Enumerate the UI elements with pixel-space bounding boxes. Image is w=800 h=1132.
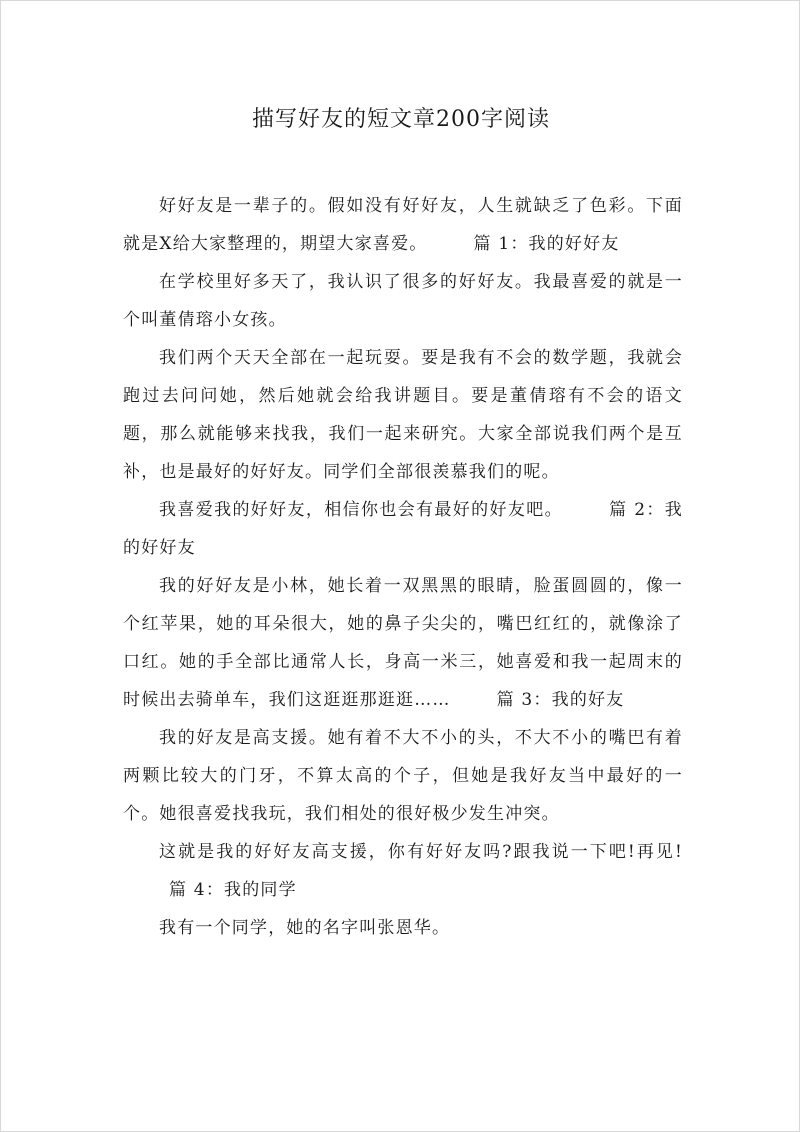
paragraph-text: 我的好友是高支援。她有着不大不小的头，不大不小的嘴巴有着两颗比较大的门牙，不算太高的个子，但她是我好友当中最好的一个。她很喜爱找我玩，我们相处的很好极少发生冲突。	[123, 728, 683, 824]
paragraph-text: 在学校里好多天了，我认识了很多的好好友。我最喜爱的就是一个叫董倩瑢小女孩。	[123, 272, 683, 330]
paragraph-text: 我的好好友是小林，她长着一双黑黑的眼睛，脸蛋圆圆的，像一个红苹果，她的耳朵很大，她的鼻子尖尖的，嘴巴红红的，就像涂了口红。她的手全部比通常人长，身高一米三，她喜爱和我一起周末的时候出去骑单车，我们这逛逛那逛逛……	[123, 576, 683, 710]
paragraph	[123, 339, 683, 491]
paragraph-intro	[123, 187, 683, 263]
paragraph	[123, 833, 683, 909]
document-title: 描写好友的短文章200字阅读	[252, 107, 550, 132]
paragraph-text: 好好友是一辈子的。假如没有好好友，人生就缺乏了色彩。下面就是X给大家整理的，期望大家喜爱。	[123, 196, 683, 254]
paragraph-text: 我有一个同学，她的名字叫张恩华。	[159, 918, 451, 938]
section-heading-1: 篇 1：我的好好友	[473, 234, 620, 254]
paragraph	[123, 567, 683, 719]
paragraph	[123, 263, 683, 339]
document-body	[123, 187, 683, 947]
paragraph-text: 我们两个天天全部在一起玩耍。要是我有不会的数学题，我就会跑过去问问她，然后她就会给我讲题目。要是董倩瑢有不会的语文题，那么就能够来找我，我们一起来研究。大家全部说我们两个是互补，也是最好的好好友。同学们全部很羡慕我们的呢。	[123, 348, 683, 482]
paragraph-text: 我喜爱我的好好友，相信你也会有最好的好友吧。	[159, 500, 563, 520]
paragraph	[123, 909, 683, 947]
paragraph-text: 这就是我的好好友高支援，你有好好友吗?跟我说一下吧!再见!	[159, 842, 683, 862]
paragraph	[123, 491, 683, 567]
section-heading-4: 篇 4：我的同学	[169, 880, 297, 900]
section-heading-2: 篇 2：我的好好友	[123, 500, 683, 558]
paragraph	[123, 719, 683, 833]
section-heading-3: 篇 3：我的好友	[496, 690, 625, 710]
